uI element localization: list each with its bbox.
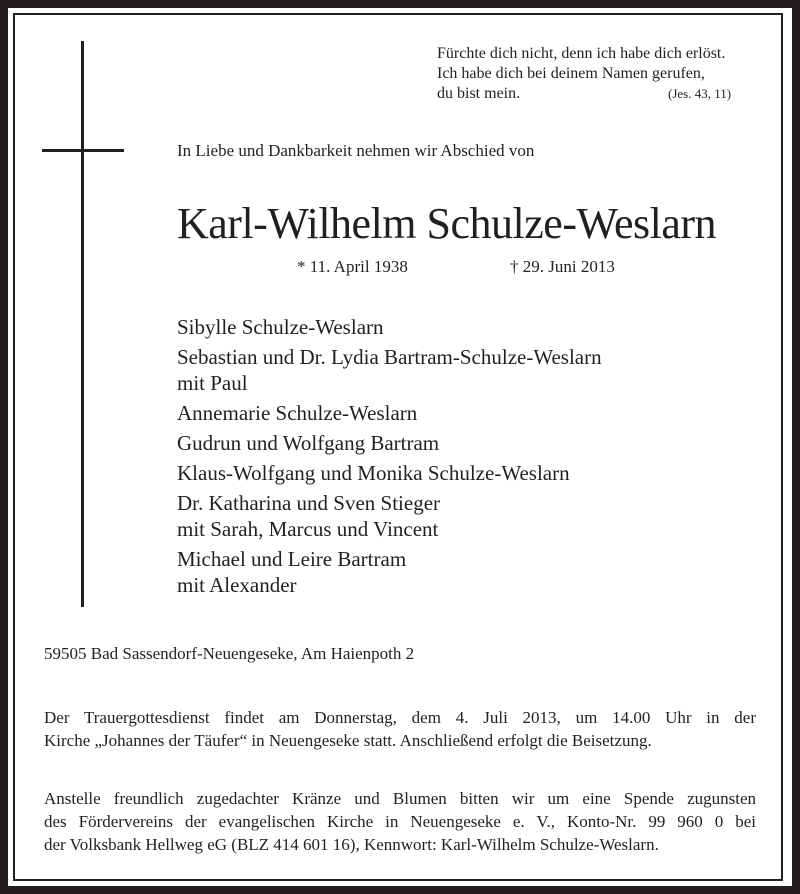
donation-line: der Volksbank Hellweg eG (BLZ 414 601 16), Kennwort: Karl-Wilhelm Schulze-Weslarn. bbox=[44, 835, 659, 854]
mourner-entry bbox=[177, 546, 602, 598]
mourner-name: Michael und Leire Bartram bbox=[177, 547, 407, 571]
verse-line: du bist mein. bbox=[437, 85, 521, 102]
farewell-intro: In Liebe und Dankbarkeit nehmen wir Abschied von bbox=[177, 141, 535, 160]
service-line: Der Trauergottesdienst findet am Donnerstag, dem 4. Juli 2013, um 14.00 Uhr in der bbox=[44, 708, 756, 727]
cross-icon-vertical-bar bbox=[81, 41, 84, 607]
donation-info bbox=[44, 787, 756, 856]
mourner-name: Gudrun und Wolfgang Bartram bbox=[177, 431, 440, 455]
mourner-entry bbox=[177, 490, 602, 542]
funeral-service-info bbox=[44, 706, 756, 752]
mourner-sub: mit Sarah, Marcus und Vincent bbox=[177, 517, 439, 541]
bible-verse bbox=[437, 44, 732, 104]
mourner-name: Dr. Katharina und Sven Stieger bbox=[177, 491, 441, 515]
mourner-sub: mit Alexander bbox=[177, 573, 297, 597]
donation-line: des Fördervereins der evangelischen Kirche in Neuengeseke e. V., Konto-Nr. 99 960 0 bei bbox=[44, 812, 756, 831]
mourner-name: Sebastian und Dr. Lydia Bartram-Schulze-Weslarn bbox=[177, 345, 602, 369]
cross-icon-horizontal-bar bbox=[42, 149, 124, 152]
service-line: Kirche „Johannes der Täufer“ in Neuengeseke statt. Anschließend erfolgt die Beisetzung. bbox=[44, 731, 652, 750]
mourner-name: Klaus-Wolfgang und Monika Schulze-Weslarn bbox=[177, 461, 570, 485]
mourner-entry bbox=[177, 344, 602, 396]
mourner-entry bbox=[177, 430, 602, 456]
mourner-entry bbox=[177, 400, 602, 426]
mourner-sub: mit Paul bbox=[177, 371, 248, 395]
verse-line: Fürchte dich nicht, denn ich habe dich erlöst. bbox=[437, 45, 726, 62]
mourner-entry bbox=[177, 460, 602, 486]
donation-line: Anstelle freundlich zugedachter Kränze und Blumen bitten wir um eine Spende zugunsten bbox=[44, 789, 756, 808]
mourners-list bbox=[177, 314, 602, 602]
family-address: 59505 Bad Sassendorf-Neuengeseke, Am Haienpoth 2 bbox=[44, 644, 415, 663]
birth-date: * 11. April 1938 bbox=[297, 257, 408, 276]
verse-reference: (Jes. 43, 11) bbox=[668, 86, 732, 101]
death-date: † 29. Juni 2013 bbox=[510, 257, 615, 276]
deceased-name: Karl-Wilhelm Schulze-Weslarn bbox=[177, 199, 717, 248]
mourner-name: Annemarie Schulze-Weslarn bbox=[177, 401, 418, 425]
mourner-name: Sibylle Schulze-Weslarn bbox=[177, 315, 384, 339]
mourner-entry bbox=[177, 314, 602, 340]
verse-line: Ich habe dich bei deinem Namen gerufen, bbox=[437, 65, 705, 82]
